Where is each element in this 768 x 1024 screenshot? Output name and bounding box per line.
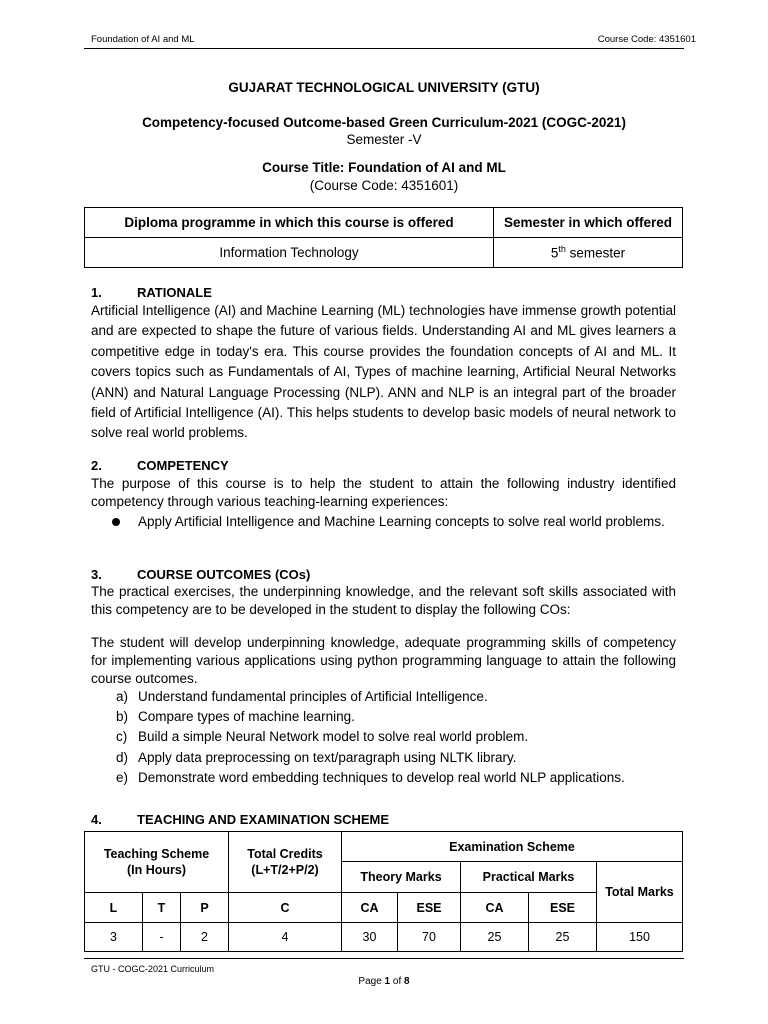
total-marks-header: Total Marks: [597, 862, 683, 923]
practical-marks-header: Practical Marks: [461, 862, 597, 893]
section-scheme-heading: 4. TEACHING AND EXAMINATION SCHEME: [91, 812, 390, 827]
list-item: b) Compare types of machine learning.: [116, 709, 355, 725]
competency-intro: The purpose of this course is to help the student to attain the following industry identified competency through various teaching-learning experiences:: [91, 476, 676, 509]
value-c: 4: [229, 923, 342, 952]
col-theory-ca: CA: [342, 893, 398, 923]
section-rationale-heading: 1. RATIONALE: [91, 285, 212, 300]
programme-offer-table: [84, 207, 683, 268]
programme-header: Diploma programme in which this course is offered: [85, 208, 494, 238]
semester-label: Semester -V: [346, 132, 422, 147]
col-practical-ese: ESE: [529, 893, 597, 923]
value-p: 2: [181, 923, 229, 952]
col-practical-ca: CA: [461, 893, 529, 923]
programme-name: Information Technology: [85, 238, 494, 268]
list-item: a) Understand fundamental principles of Artificial Intelligence.: [116, 689, 488, 704]
col-t: T: [143, 893, 181, 923]
competency-bullet: [112, 513, 676, 531]
rationale-text: Artificial Intelligence (AI) and Machine Learning (ML) technologies have immense growth potential and are expected to shape the future of various fields. Understanding AI and ML gives learners a competitive edge in today's era. This course provides the foundation concepts of AI and ML. It covers topics such as Fundamentals of AI, Types of machine learning, Artificial Neural Networks (ANN) and Natural Language Processing (NLP). ANN and NLP is an integral part of the broader field of Artificial Intelligence (AI). This helps students to develop basic models of neural network to solve real world problems.: [91, 303, 676, 441]
header-course-name: Foundation of AI and ML: [91, 34, 195, 45]
competency-bullet-text: Apply Artificial Intelligence and Machine Learning concepts to solve real world problems.: [138, 514, 665, 529]
outcomes-intro-2: The student will develop underpinning knowledge, adequate programming skills of competency for implementing various applications using python programming language to attain the following course outcomes.: [91, 635, 676, 686]
teaching-examination-table: [84, 831, 683, 952]
value-total: 150: [597, 923, 683, 952]
course-code: (Course Code: 4351601): [309, 178, 459, 193]
section-competency-heading: 2. COMPETENCY: [91, 458, 229, 473]
col-c: C: [229, 893, 342, 923]
semester-offered-header: Semester in which offered: [494, 208, 683, 238]
value-theory-ese: 70: [398, 923, 461, 952]
theory-marks-header: Theory Marks: [342, 862, 461, 893]
course-title: Course Title: Foundation of AI and ML: [262, 160, 506, 175]
curriculum-title: Competency-focused Outcome-based Green Curriculum-2021 (COGC-2021): [142, 115, 626, 130]
university-title: GUJARAT TECHNOLOGICAL UNIVERSITY (GTU): [228, 80, 540, 95]
footer-divider: [84, 958, 684, 959]
col-l: L: [85, 893, 143, 923]
list-item: e) Demonstrate word embedding techniques to develop real world NLP applications.: [116, 769, 625, 785]
value-l: 3: [85, 923, 143, 952]
value-t: -: [143, 923, 181, 952]
examination-scheme-header: Examination Scheme: [342, 832, 683, 862]
teaching-scheme-header: Teaching Scheme (In Hours): [85, 832, 229, 893]
semester-offered-value: 5th semester: [494, 238, 683, 268]
total-credits-header: Total Credits (L+T/2+P/2): [229, 832, 342, 893]
value-practical-ca: 25: [461, 923, 529, 952]
header-course-code: Course Code: 4351601: [597, 34, 696, 45]
bullet-icon: [112, 518, 120, 526]
page-number: Page 1 of 8: [358, 976, 410, 987]
col-theory-ese: ESE: [398, 893, 461, 923]
footer-curriculum: GTU - COGC-2021 Curriculum: [91, 964, 215, 974]
header-divider: [84, 48, 684, 49]
course-outcomes-list: [116, 687, 625, 788]
list-item: c) Build a simple Neural Network model to solve real world problem.: [116, 729, 529, 745]
outcomes-intro-1: The practical exercises, the underpinning knowledge, and the relevant soft skills associated with this competency are to be developed in the student to display the following COs:: [91, 584, 676, 617]
section-outcomes-heading: 3. COURSE OUTCOMES (COs): [91, 567, 311, 582]
value-practical-ese: 25: [529, 923, 597, 952]
value-theory-ca: 30: [342, 923, 398, 952]
col-p: P: [181, 893, 229, 923]
list-item: d) Apply data preprocessing on text/paragraph using NLTK library.: [116, 749, 517, 765]
